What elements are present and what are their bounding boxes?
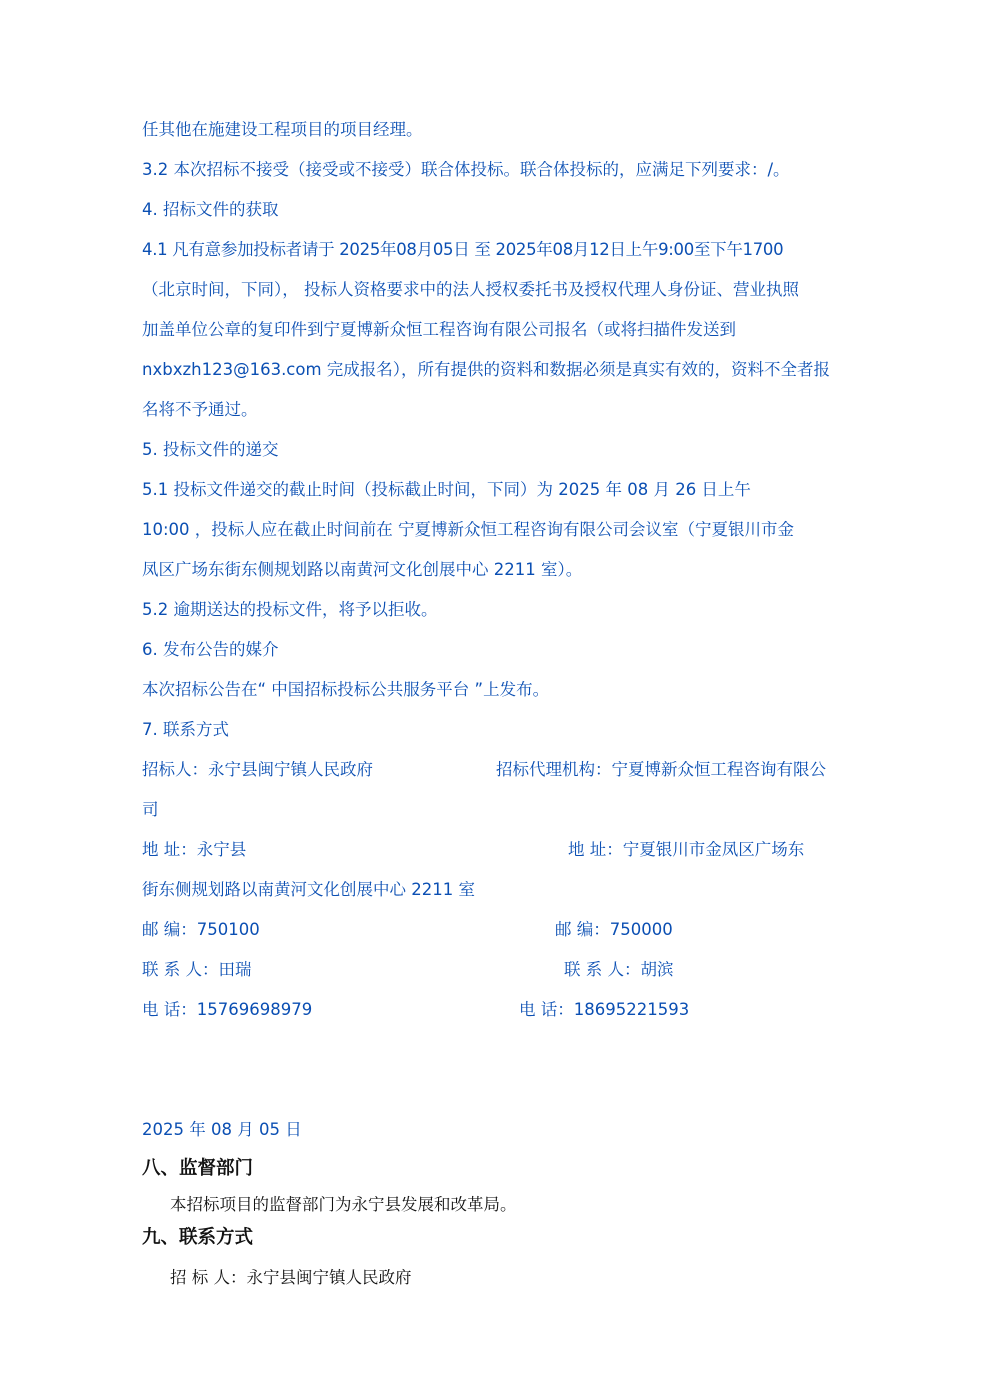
body-line-13: 5.2 逾期送达的投标文件，将予以拒收。 (142, 600, 438, 619)
section-8-text: 本招标项目的监督部门为永宁县发展和改革局。 (170, 1195, 517, 1214)
contact-person-right: 联 系 人：胡滨 (564, 960, 674, 979)
phone-right: 电 话：18695221593 (519, 1000, 690, 1019)
body-line-1: 任其他在施建设工程项目的项目经理。 (142, 120, 423, 139)
address-right-row (568, 839, 804, 861)
body-line-10: 5.1 投标文件递交的截止时间（投标截止时间，下同）为 2025 年 08 月 26 日上午 (142, 480, 751, 499)
body-line-7: nxbxzh123@163.com 完成报名），所有提供的资料和数据必须是真实有效的，资料不全者报 (142, 360, 831, 379)
address-right-label: 地 址： (568, 840, 623, 859)
body-line-8: 名将不予通过。 (142, 400, 258, 419)
body-line-15: 本次招标公告在“ 中国招标投标公共服务平台 ”上发布。 (142, 680, 550, 699)
body-line-4: 4.1 凡有意参加投标者请于 2025年08月05日 至 2025年08月12日上午9:00至下午1700 (142, 240, 784, 259)
section-8-heading: 八、监督部门 (142, 1158, 254, 1179)
section-5-heading: 5. 投标文件的递交 (142, 440, 279, 459)
section-9-text: 招 标 人：永宁县闽宁镇人民政府 (170, 1268, 412, 1287)
phone-left: 电 话：15769698979 (142, 1000, 313, 1019)
section-4-heading: 4. 招标文件的获取 (142, 200, 279, 219)
body-line-6: 加盖单位公章的复印件到宁夏博新众恒工程咨询有限公司报名（或将扫描件发送到 (142, 320, 736, 339)
contact-person-left: 联 系 人：田瑞 (142, 960, 252, 979)
address-left-value: 永宁县 (196, 840, 247, 859)
section-7-heading: 7. 联系方式 (142, 720, 229, 739)
postcode-right: 邮 编：750000 (555, 920, 673, 939)
body-line-12: 凤区广场东街东侧规划路以南黄河文化创展中心 2211 室）。 (142, 560, 583, 579)
body-line-5: （北京时间，下同）， 投标人资格要求中的法人授权委托书及授权代理人身份证、营业执照 (142, 280, 799, 299)
tenderer-name: 招标人：永宁县闽宁镇人民政府 (142, 760, 373, 779)
address-right-line2: 街东侧规划路以南黄河文化创展中心 2211 室 (142, 880, 475, 899)
postcode-left: 邮 编：750100 (142, 920, 260, 939)
address-left-label: 地 址： (142, 840, 197, 859)
address-left-row (142, 839, 246, 861)
section-6-heading: 6. 发布公告的媒介 (142, 640, 279, 659)
address-right-value: 宁夏银川市金凤区广场东 (622, 840, 805, 859)
agency-name-line2: 司 (142, 800, 159, 819)
agency-name-line1: 招标代理机构：宁夏博新众恒工程咨询有限公 (496, 760, 826, 779)
section-9-heading: 九、联系方式 (142, 1227, 254, 1248)
body-line-2: 3.2 本次招标不接受（接受或不接受）联合体投标。联合体投标的，应满足下列要求：/。 (142, 160, 790, 179)
body-line-11: 10:00 ，投标人应在截止时间前在 宁夏博新众恒工程咨询有限公司会议室（宁夏银川市金 (142, 520, 795, 539)
announcement-date: 2025 年 08 月 05 日 (142, 1120, 302, 1139)
